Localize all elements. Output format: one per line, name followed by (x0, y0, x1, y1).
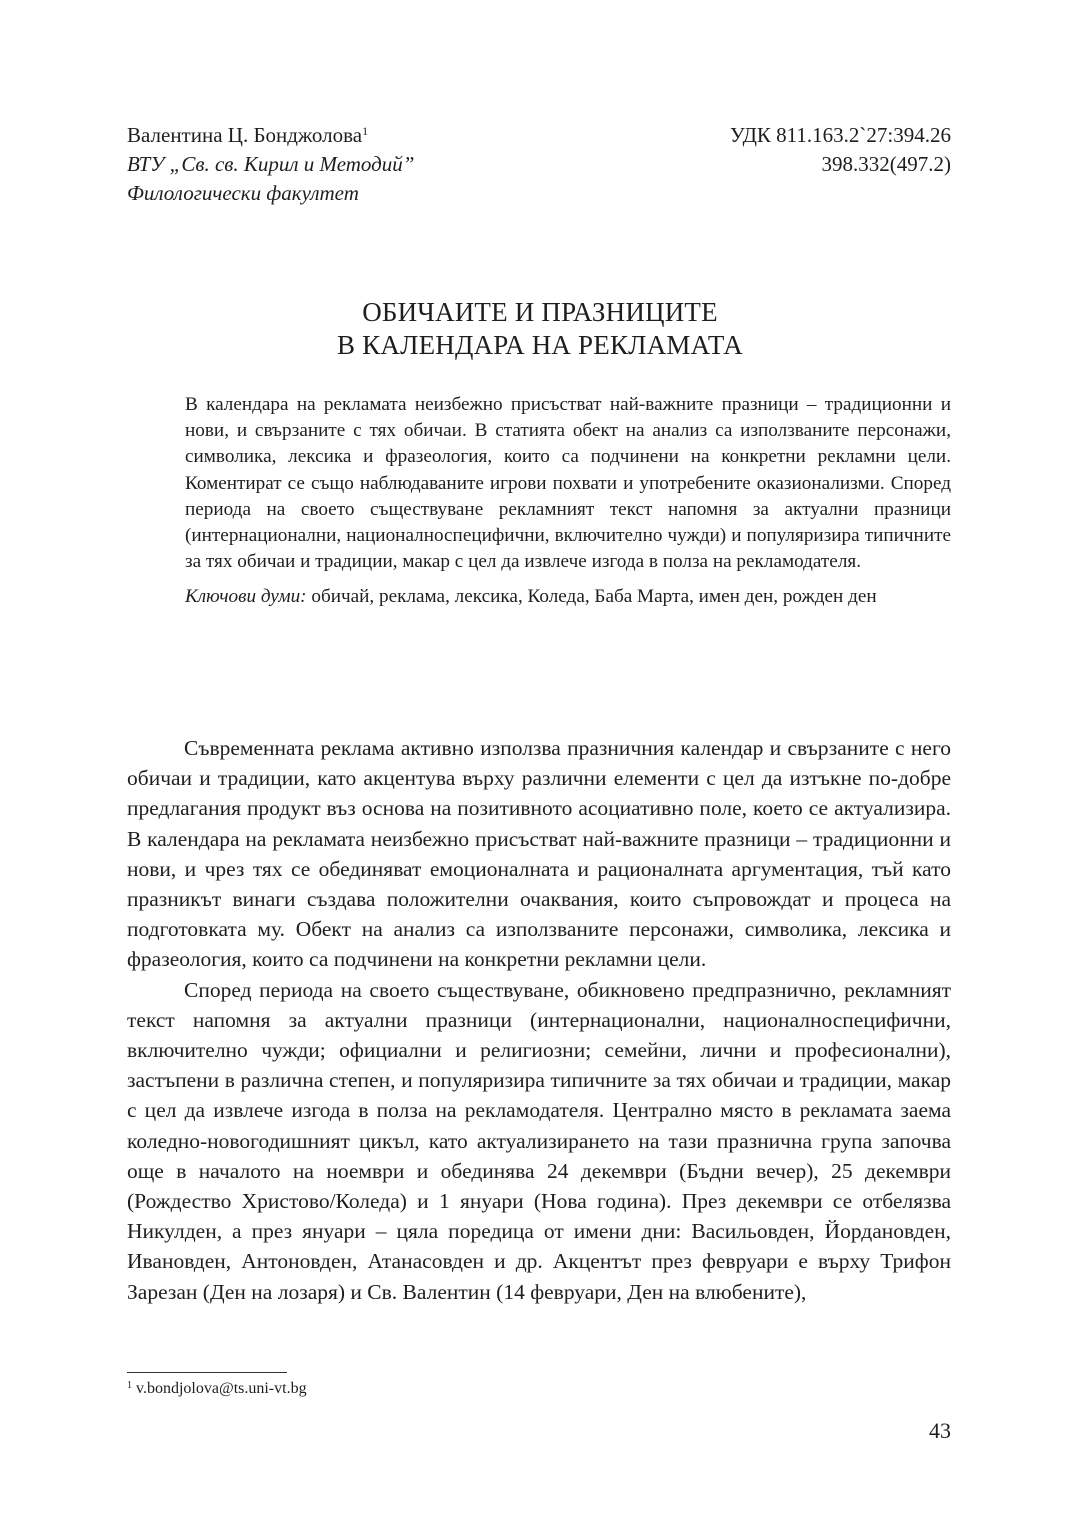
page-number: 43 (929, 1418, 951, 1443)
faculty: Филологически факултет (127, 181, 359, 205)
author-footnote-mark: 1 (362, 124, 369, 138)
title-line-2: В КАЛЕНДАРА НА РЕКЛАМАТА (337, 330, 743, 360)
author-block (127, 121, 414, 208)
author-name: Валентина Ц. Бонджолова (127, 123, 363, 147)
keywords (185, 584, 951, 610)
udc-block (730, 121, 951, 179)
footnote-mark: 1 (127, 1380, 132, 1391)
udc-line-1: УДК 811.163.2`27:394.26 (729, 123, 951, 147)
article-title (0, 296, 1080, 362)
footnote (127, 1379, 307, 1399)
abstract (185, 392, 951, 611)
keywords-list: обичай, реклама, лексика, Коледа, Баба Марта, имен ден, рожден ден (311, 586, 877, 608)
body-paragraph-2: Според периода на своето съществуване, обикновено предпразнично, рекламният текст напомня за актуални празници (интернационални, националноспецифични, включително чужди; официални и религиозни; семейни, лични и професионални), застъпени в различна степен, и популяризира типичните за тях обичаи и традиции, макар с цел да извлече изгода в полза на рекламодателя. Централно място в рекламата заема коледно-новогодишният цикъл, като актуализирането на тази празнична група започва още в началото на ноември и обединява 24 декември (Бъдни вечер), 25 декември (Рождество Христово/Коледа) и 1 януари (Нова година). През декември се отбелязва Никулден, а през януари – цяла поредица от имени дни: Васильовден, Йордановден, Ивановден, Антоновден, Атанасовден и др. Акцентът през февруари е върху Трифон Зарезан (Ден на лозаря) и Св. Валентин (14 февруари, Ден на влюбените), (127, 977, 951, 1304)
footnote-email: v.bondjolova@ts.uni-vt.bg (136, 1380, 307, 1397)
udc-line-2: 398.332(497.2) (821, 152, 951, 176)
keywords-label: Ключови думи: (185, 586, 307, 608)
body-paragraph-1: Съвременната реклама активно използва празничния календар и свързаните с него обичаи и традиции, като акцентува върху различни елементи с цел да изтъкне по-добре предлагания продукт въз основа на позитивното асоциативно поле, което се актуализира. В календара на рекламата неизбежно присъстват най-важните празници – традиционни и нови, и чрез тях се обединяват емоционалната и рационалната аргументация, тъй като празникът винаги създава положителни очаквания, които съпровождат и процеса на подготовката му. Обект на анализ са използваните персонажи, символика, лексика и фразеология, които са подчинени на конкретни рекламни цели. (127, 736, 951, 972)
title-line-1: ОБИЧАИТЕ И ПРАЗНИЦИТЕ (362, 297, 718, 327)
footnote-divider (127, 1372, 287, 1373)
author-line (127, 121, 414, 150)
body-text (127, 733, 951, 1307)
abstract-text: В календара на рекламата неизбежно присъстват най-важните празници – традиционни и нови, и свързаните с тях обичаи. В статията обект на анализ са използваните персонажи, символика, лексика и фразеология, които са подчинени на конкретни рекламни цели. Коментират се също наблюдаваните игрови похвати и употребените оказионализми. Според периода на своето съществуване рекламният текст напомня за актуални празници (интернационални, националноспецифични, включително чужди) и популяризира типичните за тях обичаи и традиции, макар с цел да извлече изгода в полза на рекламодателя. (185, 394, 951, 573)
affiliation: ВТУ „Св. св. Кирил и Методий” (127, 152, 415, 176)
